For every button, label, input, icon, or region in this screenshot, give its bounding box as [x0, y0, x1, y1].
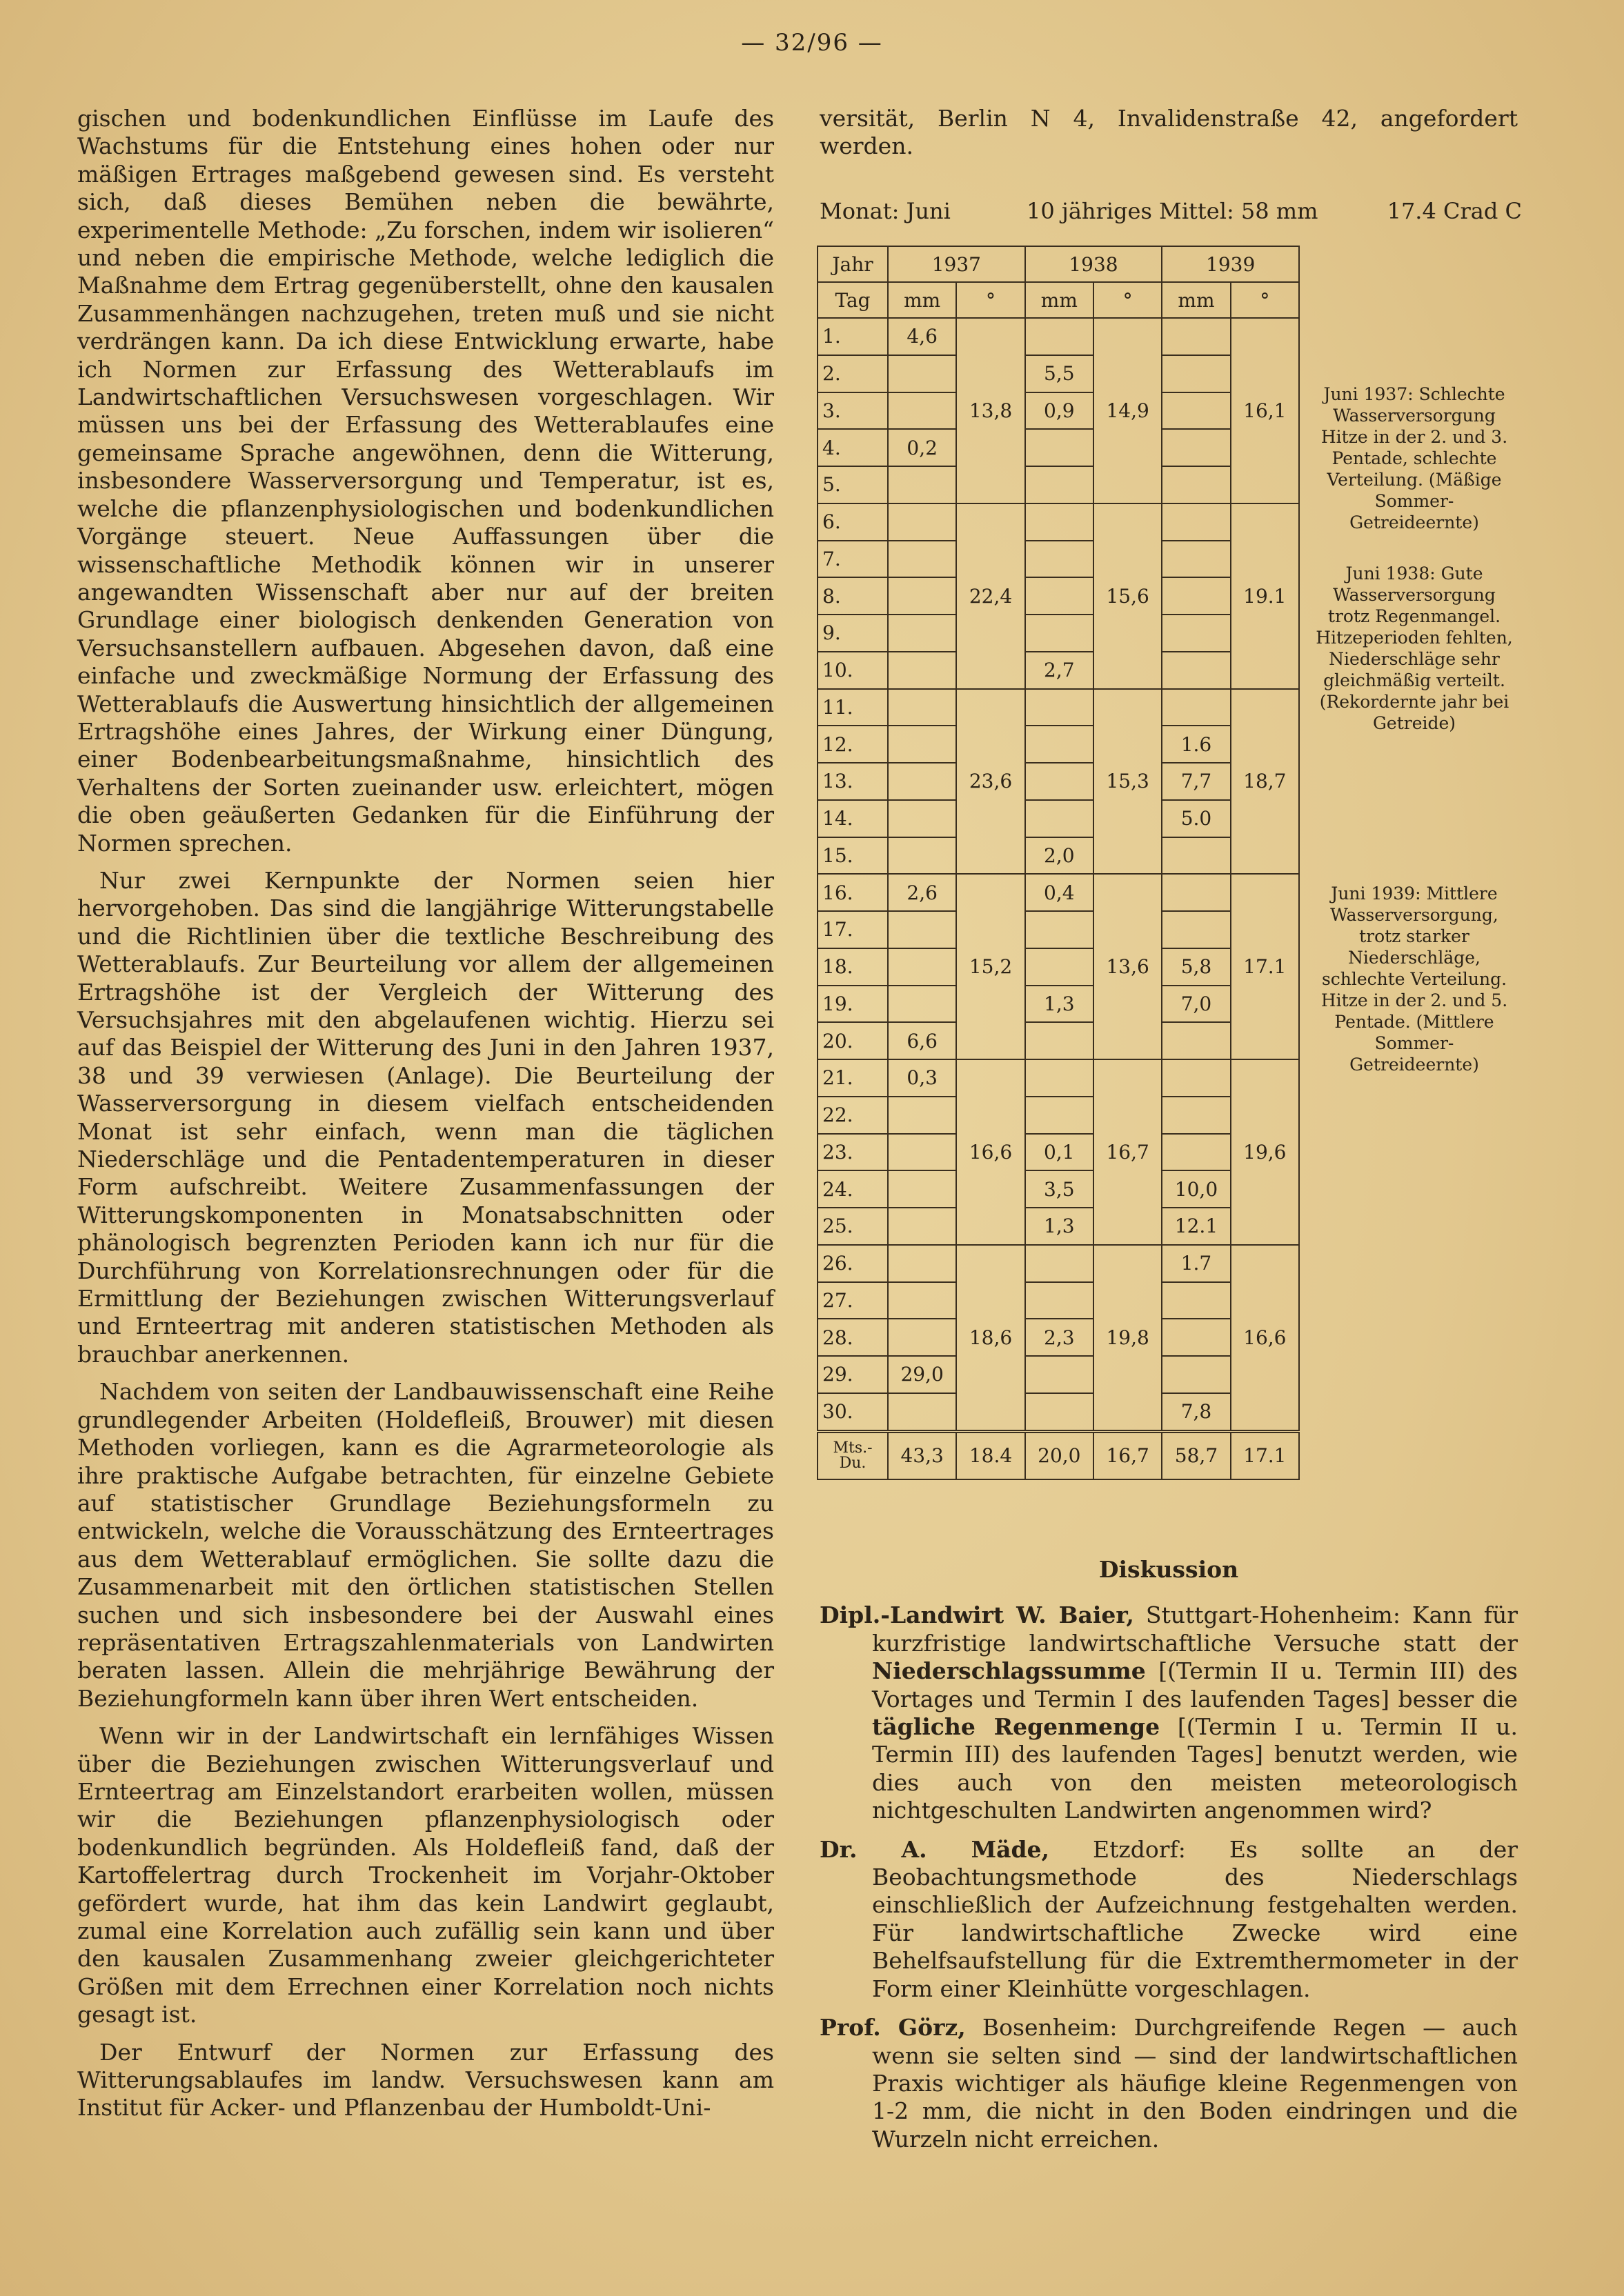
day-cell: 24. — [818, 1170, 888, 1208]
weather-table-body — [818, 318, 1299, 1479]
precip-cell — [888, 503, 956, 541]
day-cell: 27. — [818, 1282, 888, 1319]
precip-cell — [1162, 1319, 1230, 1356]
table-meta — [820, 198, 1522, 231]
weather-table — [817, 246, 1300, 1480]
precip-cell — [888, 1319, 956, 1356]
day-cell: 5. — [818, 466, 888, 503]
pentad-temp-cell: 19.1 — [1231, 503, 1299, 689]
table-month: Monat: Juni — [820, 198, 951, 224]
summary-precip: 43,3 — [888, 1431, 956, 1479]
precip-cell: 1.7 — [1162, 1245, 1230, 1282]
table-row — [818, 1208, 1299, 1245]
precip-cell — [888, 763, 956, 800]
precip-cell — [888, 1097, 956, 1134]
table-row — [818, 577, 1299, 615]
precip-cell — [1025, 763, 1093, 800]
pentad-temp-cell: 16,7 — [1093, 1059, 1162, 1245]
table-row — [818, 429, 1299, 466]
paragraph: Nachdem von seiten der Landbauwissenschaft eine Reihe grundlegender Arbeiten (Holdefleiß, Brouwer) mit diesen Methoden vorliegen, kann es die Agrarmeteorologie als ihre praktische Aufgabe betrachten, für einzelne Gebiete auf statistischer Grundlage Beziehungsformeln zu entwickeln, welche die Vorausschätzung des Ernteertrages aus dem Wetterablauf ermöglichen. Sie sollte dazu die Zusammenarbeit mit den örtlichen statistischen Stellen suchen und sich insbesondere bei der Auswahl eines repräsentativen Ertragszahlenmaterials von Landwirten beraten lassen. Allein die mehrjährige Bewährung der Beziehungformeln kann über ihren Wert entscheiden. — [77, 1378, 774, 1712]
precip-cell — [1162, 689, 1230, 726]
table-row — [818, 911, 1299, 948]
discussion-entry — [820, 2014, 1518, 2153]
precip-cell: 7,8 — [1162, 1393, 1230, 1431]
emphasized-term: Niederschlagssumme — [872, 1657, 1146, 1685]
summary-label: Mts.-Du. — [818, 1431, 888, 1479]
precip-cell — [1162, 429, 1230, 466]
precip-cell — [1162, 874, 1230, 911]
precip-cell: 0,9 — [1025, 392, 1093, 430]
pentad-temp-cell: 16,6 — [1231, 1245, 1299, 1431]
precip-cell: 6,6 — [888, 1022, 956, 1059]
precip-cell — [888, 1282, 956, 1319]
pentad-temp-cell: 13,6 — [1093, 874, 1162, 1059]
pentad-temp-cell: 19,6 — [1231, 1059, 1299, 1245]
pentad-temp-cell: 22,4 — [956, 503, 1024, 689]
day-cell: 22. — [818, 1097, 888, 1134]
speaker-name: Dr. A. Mäde, — [820, 1835, 1050, 1863]
table-row — [818, 466, 1299, 503]
day-cell: 2. — [818, 355, 888, 392]
day-cell: 1. — [818, 318, 888, 355]
precip-cell — [1025, 1282, 1093, 1319]
header-day-label: Tag — [818, 282, 888, 318]
entry-text: [(Termin II u. Termin III) des Vortages und Termin I des laufenden Tages] besser die — [872, 1657, 1518, 1713]
precip-cell: 0,1 — [1025, 1134, 1093, 1171]
precip-cell: 12.1 — [1162, 1208, 1230, 1245]
precip-cell: 29,0 — [888, 1356, 956, 1393]
table-row — [818, 726, 1299, 763]
precip-cell: 5,8 — [1162, 948, 1230, 986]
speaker-name: Prof. Görz, — [820, 2014, 966, 2042]
summary-temp: 18.4 — [956, 1431, 1024, 1479]
day-cell: 18. — [818, 948, 888, 986]
precip-cell — [1025, 318, 1093, 355]
precip-cell — [888, 392, 956, 430]
precip-cell — [1162, 652, 1230, 689]
table-row — [818, 948, 1299, 986]
day-cell: 12. — [818, 726, 888, 763]
precip-cell — [1162, 355, 1230, 392]
precip-cell — [888, 1208, 956, 1245]
precip-cell — [1162, 318, 1230, 355]
discussion-section — [820, 1556, 1518, 2164]
precip-cell — [1025, 1356, 1093, 1393]
day-cell: 25. — [818, 1208, 888, 1245]
entry-text: [(Termin I u. Termin II u. Termin III) des laufenden Tages] benutzt werden, wie dies auch von den meisten meteorologisch nichtgeschulten Landwirten angenommen wird? — [872, 1713, 1518, 1824]
day-cell: 20. — [818, 1022, 888, 1059]
day-cell: 30. — [818, 1393, 888, 1431]
precip-cell — [1025, 800, 1093, 837]
precip-cell: 2,0 — [1025, 837, 1093, 875]
table-row — [818, 1393, 1299, 1431]
table-row — [818, 1356, 1299, 1393]
table-mean: 10 jähriges Mittel: 58 mm — [1027, 198, 1318, 224]
precip-cell: 4,6 — [888, 318, 956, 355]
table-row — [818, 318, 1299, 355]
page-number: — 32/96 — — [741, 29, 883, 57]
precip-cell — [888, 652, 956, 689]
table-row — [818, 541, 1299, 578]
header-unit-mm: mm — [1162, 282, 1230, 318]
precip-cell — [1162, 1356, 1230, 1393]
pentad-temp-cell: 18,6 — [956, 1245, 1024, 1431]
day-cell: 28. — [818, 1319, 888, 1356]
table-row — [818, 652, 1299, 689]
discussion-title: Diskussion — [1098, 1556, 1239, 1583]
precip-cell — [1025, 689, 1093, 726]
note-1937: Juni 1937: Schlechte Wasserversorgung Hitze in der 2. und 3. Pentade, schlechte Verteilung. (Mäßige Sommer-Getreideernte) — [1320, 384, 1508, 532]
day-cell: 16. — [818, 874, 888, 911]
paragraph: Wenn wir in der Landwirtschaft ein lernfähiges Wissen über die Beziehungen zwischen Witterungsverlauf und Ernteertrag am Einzelstandort erarbeiten wollen, müssen wir die Beziehungen pflanzenphysiologisch oder bodenkundlich begründen. Als Holdefleiß fand, daß der Kartoffelertrag durch Trockenheit im Vorjahr-Oktober gefördert wurde, hat ihm das kein Landwirt geglaubt, zumal eine Korrelation auch zufällig sein kann und über den kausalen Zusammenhang zweier gleichgerichteter Größen mit dem Errechnen einer Korrelation noch nichts gesagt ist. — [77, 1722, 774, 2028]
header-year: 1939 — [1162, 246, 1299, 282]
day-cell: 19. — [818, 986, 888, 1023]
precip-cell — [1162, 1059, 1230, 1097]
paragraph: Nur zwei Kernpunkte der Normen seien hier hervorgehoben. Das sind die langjährige Witterungstabelle und die Richtlinien über die textliche Beschreibung des Wetterablaufs. Zur Beurteilung vor allem der allgemeinen Ertragshöhe ist der Vergleich der Witterung des Versuchsjahres mit den abgelaufenen wichtig. Hierzu sei auf das Beispiel der Witterung des Juni in den Jahren 1937, 38 und 39 verwiesen (Anlage). Die Beurteilung der Wasserversorgung in diesem vielfach entscheidenden Monat ist sehr einfach, wenn man die täglichen Niederschläge und die Pentadentemperaturen in dieser Form aufschreibt. Weitere Zusammenfassungen der Witterungskomponenten in Monatsabschnitten oder phänologisch begrenzten Perioden kann ich nur für die Durchführung von Korrelationsrechnungen oder für die Ermittlung der Beziehungen zwischen Witterungsverlauf und Ernteertrag mit anderen statistischen Methoden als brauchbar anerkennen. — [77, 866, 774, 1368]
summary-row — [818, 1431, 1299, 1479]
header-unit-deg: ° — [1093, 282, 1162, 318]
day-cell: 29. — [818, 1356, 888, 1393]
header-year-label: Jahr — [818, 246, 888, 282]
precip-cell — [1162, 837, 1230, 875]
precip-cell — [888, 577, 956, 615]
table-row — [818, 763, 1299, 800]
table-row — [818, 1170, 1299, 1208]
precip-cell — [888, 800, 956, 837]
header-unit-mm: mm — [1025, 282, 1093, 318]
day-cell: 17. — [818, 911, 888, 948]
table-row — [818, 392, 1299, 430]
entry-text: Etzdorf: Es sollte an der Beobachtungsmethode des Niederschlags einschließlich der Aufzeichnung festgehalten werden. Für landwirtschaftliche Zwecke wird eine Behelfsaufstellung für die Extremthermometer in der Form einer Kleinhütte vorgeschlagen. — [872, 1835, 1518, 2002]
day-cell: 9. — [818, 615, 888, 652]
table-row — [818, 615, 1299, 652]
precip-cell — [1025, 911, 1093, 948]
precip-cell — [1025, 726, 1093, 763]
precip-cell — [888, 837, 956, 875]
table-row — [818, 1097, 1299, 1134]
precip-cell — [1025, 1059, 1093, 1097]
precip-cell — [888, 726, 956, 763]
precip-cell: 3,5 — [1025, 1170, 1093, 1208]
day-cell: 23. — [818, 1134, 888, 1171]
pentad-temp-cell: 13,8 — [956, 318, 1024, 503]
note-1939: Juni 1939: Mittlere Wasserversorgung, trotz starker Niederschläge, schlechte Verteilung. Hitze in der 2. und 5. Pentade. (Mittlere Sommer-Getreideernte) — [1320, 884, 1508, 1075]
precip-cell — [1162, 466, 1230, 503]
table-row — [818, 1319, 1299, 1356]
precip-cell: 10,0 — [1162, 1170, 1230, 1208]
precip-cell — [1025, 1393, 1093, 1431]
pentad-temp-cell: 15,3 — [1093, 689, 1162, 875]
table-temp: 17.4 Crad C — [1387, 198, 1522, 224]
pentad-temp-cell: 15,6 — [1093, 503, 1162, 689]
precip-cell — [1162, 911, 1230, 948]
precip-cell: 2,7 — [1025, 652, 1093, 689]
day-cell: 11. — [818, 689, 888, 726]
precip-cell — [888, 689, 956, 726]
precip-cell: 5,5 — [1025, 355, 1093, 392]
precip-cell — [1025, 466, 1093, 503]
pentad-temp-cell: 23,6 — [956, 689, 1024, 875]
precip-cell — [1025, 948, 1093, 986]
table-row — [818, 689, 1299, 726]
precip-cell — [1025, 1022, 1093, 1059]
precip-cell — [888, 1393, 956, 1431]
precip-cell — [1162, 541, 1230, 578]
emphasized-term: tägliche Regenmenge — [872, 1713, 1160, 1741]
precip-cell — [1162, 1097, 1230, 1134]
precip-cell — [1025, 429, 1093, 466]
precip-cell — [888, 355, 956, 392]
precip-cell: 0,3 — [888, 1059, 956, 1097]
day-cell: 14. — [818, 800, 888, 837]
table-row — [818, 1245, 1299, 1282]
left-column — [77, 105, 774, 2122]
paragraph: Der Entwurf der Normen zur Erfassung des Witterungsablaufes im landw. Versuchswesen kann am Institut für Acker- und Pflanzenbau der Humboldt-Uni- — [77, 2038, 774, 2122]
header-unit-deg: ° — [1231, 282, 1299, 318]
precip-cell: 1,3 — [1025, 1208, 1093, 1245]
day-cell: 13. — [818, 763, 888, 800]
precip-cell — [1162, 1134, 1230, 1171]
header-year: 1938 — [1025, 246, 1162, 282]
discussion-entry — [820, 1601, 1518, 1824]
precip-cell — [1025, 577, 1093, 615]
precip-cell — [888, 1134, 956, 1171]
precip-cell — [888, 986, 956, 1023]
table-row — [818, 837, 1299, 875]
day-cell: 15. — [818, 837, 888, 875]
precip-cell — [1162, 503, 1230, 541]
precip-cell: 7,0 — [1162, 986, 1230, 1023]
pentad-temp-cell: 16,6 — [956, 1059, 1024, 1245]
header-unit-deg: ° — [956, 282, 1024, 318]
summary-temp: 17.1 — [1231, 1431, 1299, 1479]
pentad-temp-cell: 19,8 — [1093, 1245, 1162, 1431]
pentad-temp-cell: 14,9 — [1093, 318, 1162, 503]
day-cell: 4. — [818, 429, 888, 466]
speaker-name: Dipl.-Landwirt W. Baier, — [820, 1601, 1134, 1629]
note-1938: Juni 1938: Gute Wasserversorgung trotz Regenmangel. Hitzeperioden fehlten, Niederschläge sehr gleichmäßig verteilt. (Rekordernte jahr bei Getreide) — [1316, 563, 1513, 733]
pentad-temp-cell: 15,2 — [956, 874, 1024, 1059]
day-cell: 6. — [818, 503, 888, 541]
precip-cell — [1162, 615, 1230, 652]
day-cell: 7. — [818, 541, 888, 578]
right-column-continuation: versität, Berlin N 4, Invalidenstraße 42, angefordert werden. — [820, 105, 1518, 160]
day-cell: 26. — [818, 1245, 888, 1282]
paragraph: gischen und bodenkundlichen Einflüsse im Laufe des Wachstums für die Entstehung eines hohen oder nur mäßigen Ertrages maßgebend gewesen sind. Es versteht sich, daß dieses Bemühen neben die bewährte, experimentelle Methode: „Zu forschen, indem wir isolieren“ und neben die empirische Methode, welche lediglich die Maßnahme dem Ertrag gegenüberstellt, ohne den kausalen Zusammenhängen nachzugehen, treten muß und sie nicht verdrängen kann. Da ich diese Entwicklung erwarte, habe ich Normen zur Erfassung des Wetterablaufs im Landwirtschaftlichen Versuchswesen vorgeschlagen. Wir müssen uns bei der Erfassung des Wetterablaufes eine gemeinsame Sprache angewöhnen, denn die Witterung, insbesondere Wasserversorgung und Temperatur, ist es, welche die pflanzenphysiologischen und bodenkundlichen Vorgänge steuert. Neue Auffassungen über die wissenschaftliche Methodik können wir in unserer angewandten Wissenschaft aber nur auf der breiten Grundlage einer biologisch denkenden Generation von Versuchsanstellern aufbauen. Abgesehen davon, daß eine einfache und zweckmäßige Normung der Erfassung des Wetterablaufs die Auswertung hinsichtlich der allgemeinen Ertragshöhe eines Jahres, der Wirkung einer Düngung, einer Bodenbearbeitungsmaßnahme, hinsichtlich des Verhaltens der Sorten zueinander usw. erleichtert, mögen die oben geäußerten Gedanken für die Einführung der Normen sprechen. — [77, 105, 774, 857]
header-unit-mm: mm — [888, 282, 956, 318]
summary-temp: 16,7 — [1093, 1431, 1162, 1479]
day-cell: 8. — [818, 577, 888, 615]
precip-cell — [888, 1245, 956, 1282]
pentad-temp-cell: 18,7 — [1231, 689, 1299, 875]
table-row — [818, 1282, 1299, 1319]
precip-cell: 1,3 — [1025, 986, 1093, 1023]
precip-cell — [888, 1170, 956, 1208]
precip-cell — [1025, 1097, 1093, 1134]
header-year: 1937 — [888, 246, 1025, 282]
table-row — [818, 503, 1299, 541]
day-cell: 21. — [818, 1059, 888, 1097]
table-row — [818, 874, 1299, 911]
precip-cell — [888, 541, 956, 578]
table-row — [818, 1022, 1299, 1059]
precip-cell: 7,7 — [1162, 763, 1230, 800]
entry-text: Stuttgart-Hohenheim: Kann für kurzfristige landwirtschaftliche Versuche statt der — [872, 1601, 1518, 1657]
precip-cell — [1162, 1022, 1230, 1059]
table-row — [818, 1134, 1299, 1171]
table-row — [818, 1059, 1299, 1097]
table-row — [818, 355, 1299, 392]
precip-cell — [1025, 615, 1093, 652]
summary-precip: 58,7 — [1162, 1431, 1230, 1479]
pentad-temp-cell: 17.1 — [1231, 874, 1299, 1059]
precip-cell: 0,2 — [888, 429, 956, 466]
precip-cell — [1025, 503, 1093, 541]
day-cell: 10. — [818, 652, 888, 689]
precip-cell: 2,3 — [1025, 1319, 1093, 1356]
precip-cell: 1.6 — [1162, 726, 1230, 763]
precip-cell — [1162, 392, 1230, 430]
entry-text: Bosenheim: Durchgreifende Regen — auch wenn sie selten sind — sind der landwirtschaftlichen Praxis wichtiger als häufige kleine Regenmengen von 1-2 mm, die nicht in den Boden eindringen und die Wurzeln nicht erreichen. — [872, 2014, 1518, 2153]
precip-cell — [1025, 541, 1093, 578]
table-row — [818, 986, 1299, 1023]
precip-cell: 5.0 — [1162, 800, 1230, 837]
pentad-temp-cell: 16,1 — [1231, 318, 1299, 503]
discussion-entry — [820, 1836, 1518, 2003]
precip-cell — [1162, 1282, 1230, 1319]
precip-cell — [888, 911, 956, 948]
precip-cell: 0,4 — [1025, 874, 1093, 911]
precip-cell — [888, 615, 956, 652]
summary-precip: 20,0 — [1025, 1431, 1093, 1479]
precip-cell — [1025, 1245, 1093, 1282]
precip-cell — [888, 466, 956, 503]
table-row — [818, 800, 1299, 837]
precip-cell: 2,6 — [888, 874, 956, 911]
day-cell: 3. — [818, 392, 888, 430]
precip-cell — [1162, 577, 1230, 615]
precip-cell — [888, 948, 956, 986]
